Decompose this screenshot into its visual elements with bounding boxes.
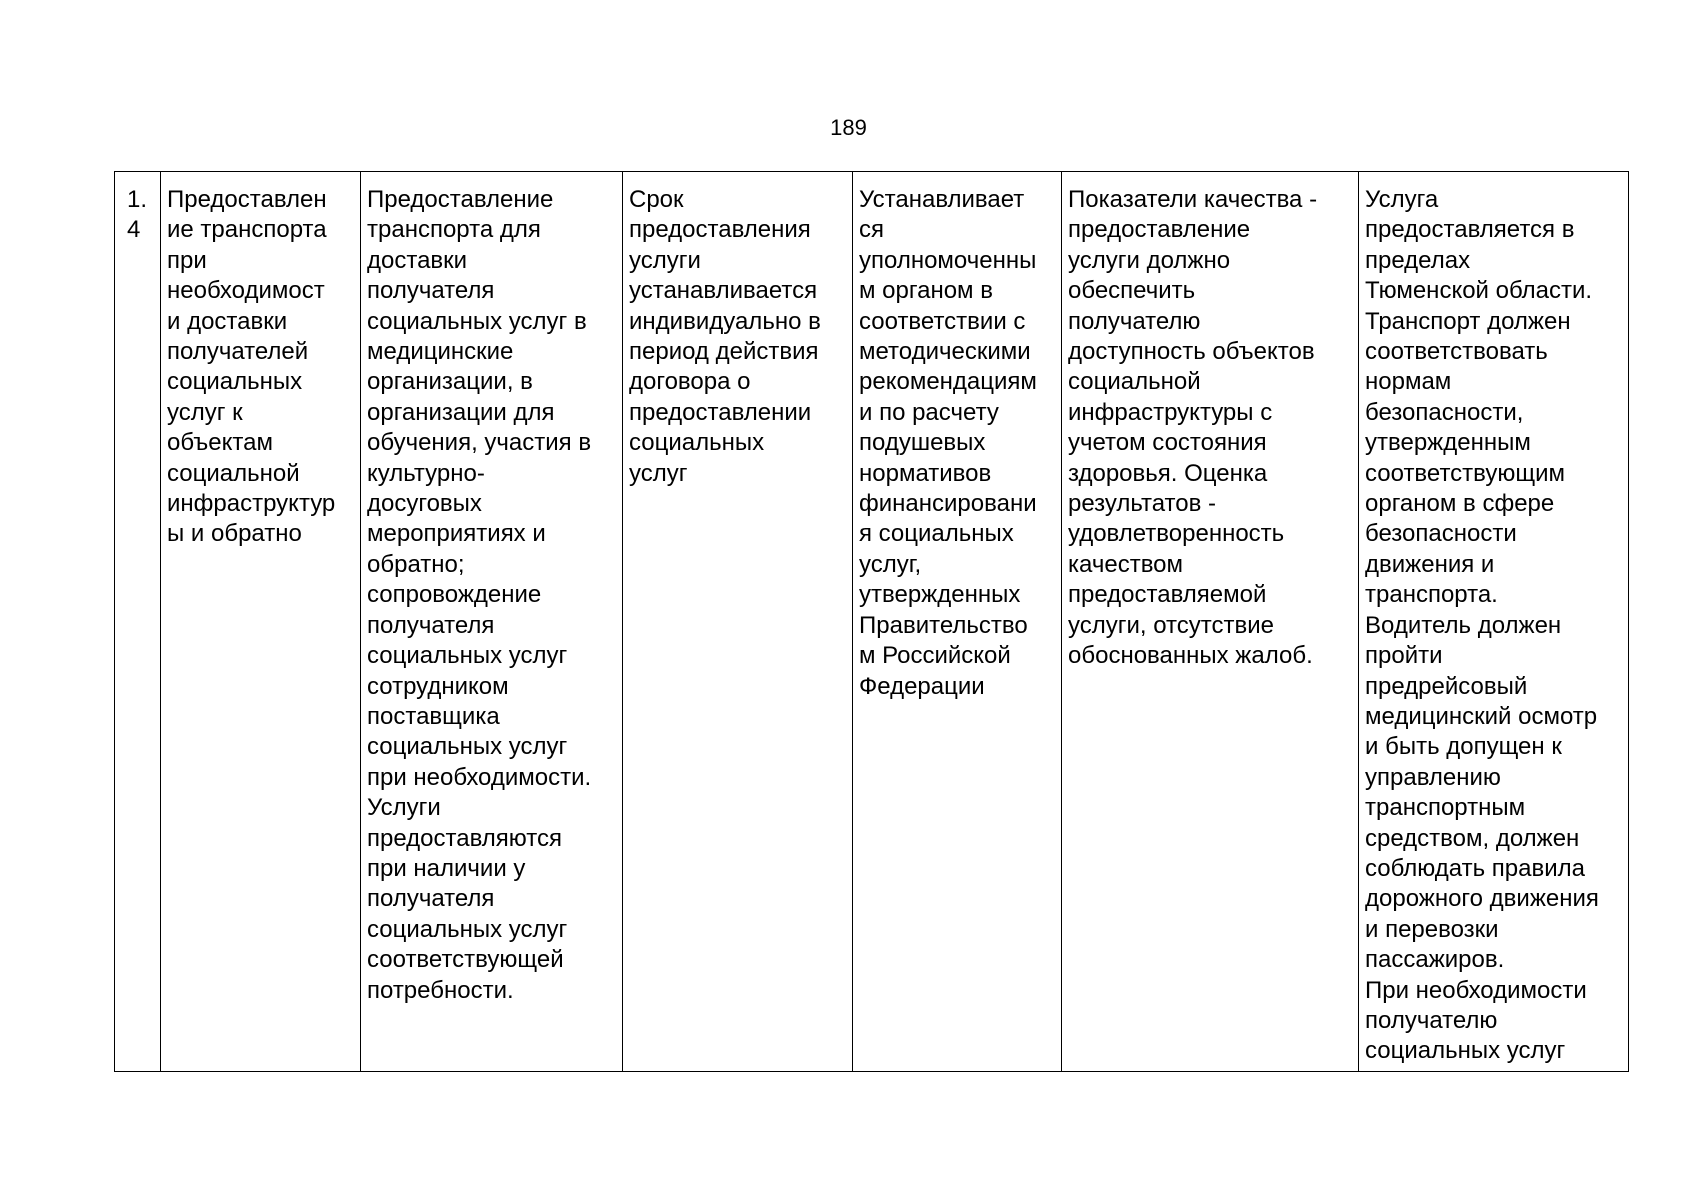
quality-indicators-cell: Показатели качества - предоставление услуги должно обеспечить получателю доступность объектов социальной инфраструктуры с учетом состояния здоровья. Оценка результатов - удовлетворенность качеством предоставляемой услуги, отсутствие обоснованных жалоб. — [1062, 172, 1359, 1072]
tariff-cell: Устанавливает ся уполномоченны м органом в соответствии с методическими рекомендациям и по расчету подушевых нормативов финансировани я социальных услуг, утвержденных Правительство м Российской Федерации — [853, 172, 1062, 1072]
table-row — [115, 172, 1629, 1072]
services-table — [114, 171, 1629, 1072]
service-conditions-cell: Услуга предоставляется в пределах Тюменской области. Транспорт должен соответствовать нормам безопасности, утвержденным соответствующим органом в сфере безопасности движения и транспорта. Водитель должен пройти предрейсовый медицинский осмотр и быть допущен к управлению транспортным средством, должен соблюдать правила дорожного движения и перевозки пассажиров. При необходимости получателю социальных услуг — [1359, 172, 1629, 1072]
service-term-cell: Срок предоставления услуги устанавливается индивидуально в период действия договора о предоставлении социальных услуг — [623, 172, 853, 1072]
service-description-cell: Предоставление транспорта для доставки получателя социальных услуг в медицинские организации, в организации для обучения, участия в культурно- досуговых мероприятиях и обратно; сопровождение получателя социальных услуг сотрудником поставщика социальных услуг при необходимости. Услуги предоставляются при наличии у получателя социальных услуг соответствующей потребности. — [361, 172, 623, 1072]
service-name-cell: Предоставлен ие транспорта при необходимост и доставки получателей социальных услуг к объектам социальной инфраструктур ы и обратно — [161, 172, 361, 1072]
row-number-cell: 1. 4 — [115, 172, 161, 1072]
page-number: 189 — [830, 115, 867, 140]
